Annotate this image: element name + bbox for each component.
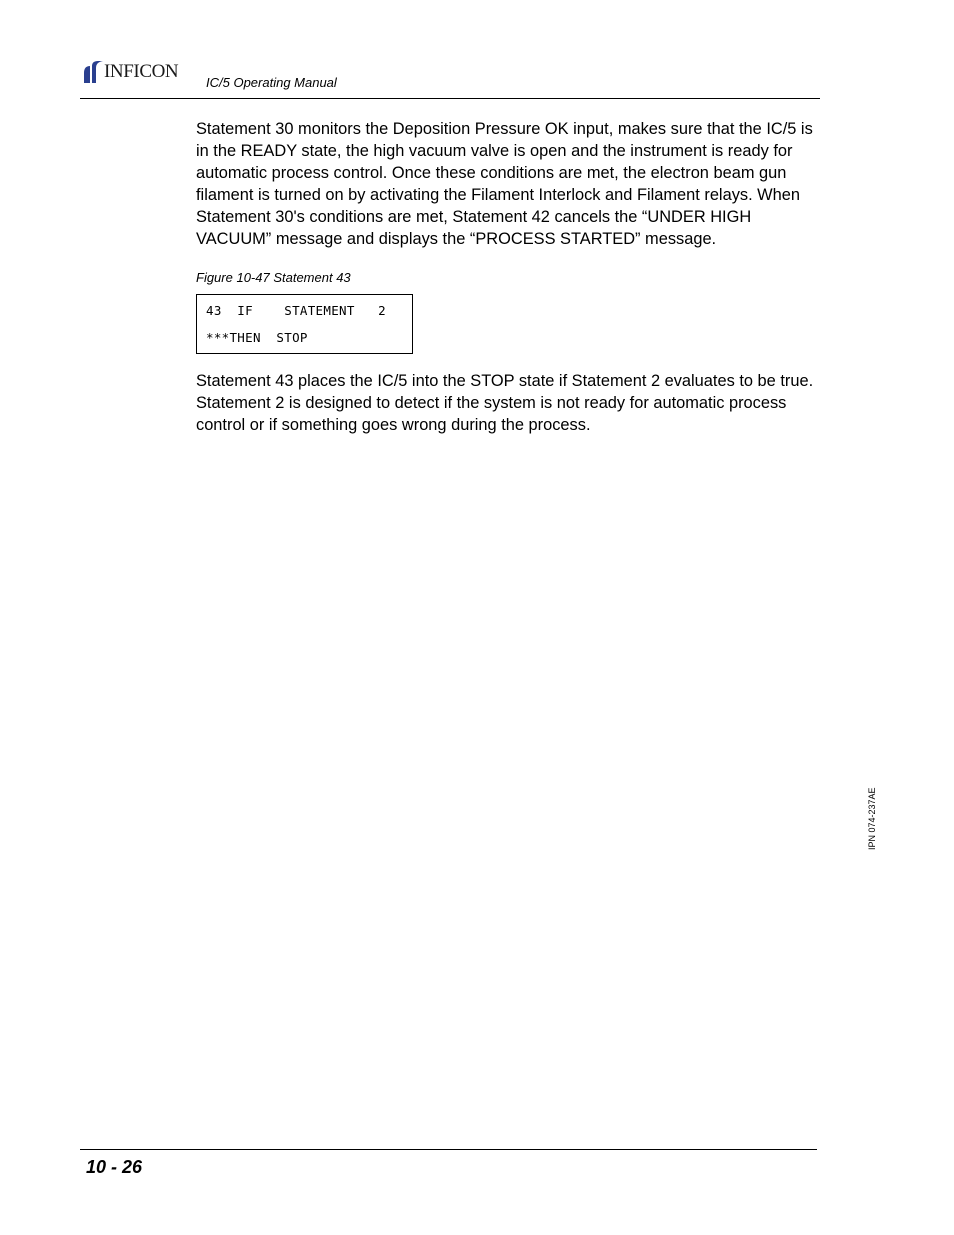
page-number: 10 - 26 bbox=[86, 1157, 143, 1177]
manual-title: IC/5 Operating Manual bbox=[206, 75, 337, 90]
page-header bbox=[80, 58, 820, 100]
inficon-logo-icon bbox=[82, 60, 104, 84]
footer-divider bbox=[80, 1149, 817, 1150]
ipn-side-label: IPN 074-237AE bbox=[867, 787, 877, 850]
logo-text: INFICON bbox=[104, 61, 179, 82]
main-content bbox=[196, 118, 816, 436]
display-line-2: ***THEN STOP bbox=[206, 330, 308, 345]
figure-caption: Figure 10-47 Statement 43 bbox=[196, 270, 351, 285]
statement-display-box bbox=[196, 294, 413, 354]
paragraph-statement-43: Statement 43 places the IC/5 into the STOP state if Statement 2 evaluates to be true. Statement 2 is designed to detect if the system is not ready for automatic process control or if something goes wrong during the process. bbox=[196, 372, 814, 434]
header-divider bbox=[80, 98, 820, 99]
inficon-logo bbox=[82, 60, 178, 84]
display-line-1: 43 IF STATEMENT 2 bbox=[206, 303, 386, 318]
paragraph-statement-30: Statement 30 monitors the Deposition Pressure OK input, makes sure that the IC/5 is in the READY state, the high vacuum valve is open and the instrument is ready for automatic process control. Once these conditions are met, the electron beam gun filament is turned on by activating the Filament Interlock and Filament relays. When Statement 30's conditions are met, Statement 42 cancels the “UNDER HIGH VACUUM” message and displays the “PROCESS STARTED” message. bbox=[196, 120, 813, 248]
